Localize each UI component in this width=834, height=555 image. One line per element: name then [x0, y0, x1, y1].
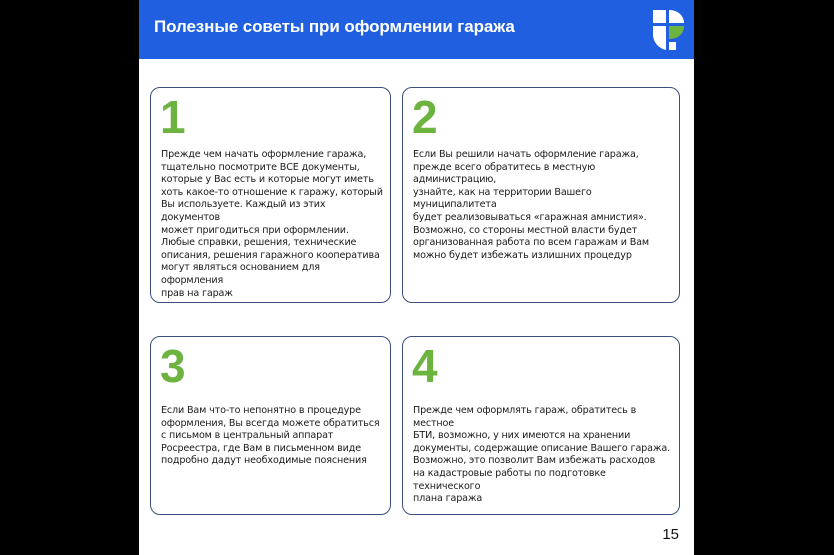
- rosreestr-logo-icon: [650, 6, 686, 52]
- tip-card-1: [150, 87, 391, 303]
- tip-number: 4: [412, 340, 438, 392]
- tip-number: 2: [412, 91, 438, 143]
- page-number: 15: [662, 526, 679, 543]
- tip-card-4: [402, 336, 680, 515]
- tip-number: 1: [160, 91, 186, 143]
- document-page: [139, 0, 694, 555]
- tip-text: Прежде чем оформлять гараж, обратитесь в местное БТИ, возможно, у них имеются на хранении документы, содержащие описание Вашего гаража. Возможно, это позволит Вам избежать расходов на кадастровые работы по подготовке технического плана гаража: [413, 405, 670, 505]
- tip-text: Если Вы решили начать оформление гаража, прежде всего обратитесь в местную администрацию, узнайте, как на территории Вашего муниципалитета будет реализовываться «гаражная амнистия». Возможно, со стороны местной власти будет организованная работа по всем гаражам и Вам можно будет избежать излишних процедур: [413, 149, 649, 261]
- page-header: [139, 0, 694, 59]
- tip-text: Прежде чем начать оформление гаража, тщательно посмотрите ВСЕ документы, которые у Вас есть и которые могут иметь хоть какое-то отношение к гаражу, который Вы используете. Каждый из этих документов может пригодиться при оформлении. Любые справки, решения, технические описания, решения гаражного кооператива могут являться основанием для оформления прав на гараж: [161, 149, 383, 299]
- tip-text: Если Вам что-то непонятно в процедуре оформления, Вы всегда можете обратиться с письмом в центральный аппарат Росреестра, где Вам в письменном виде подробно дадут необходимые пояснения: [161, 405, 380, 467]
- page-title: Полезные советы при оформлении гаража: [154, 17, 515, 36]
- tip-number: 3: [160, 340, 186, 392]
- tip-card-3: [150, 336, 391, 515]
- tip-card-2: [402, 87, 680, 303]
